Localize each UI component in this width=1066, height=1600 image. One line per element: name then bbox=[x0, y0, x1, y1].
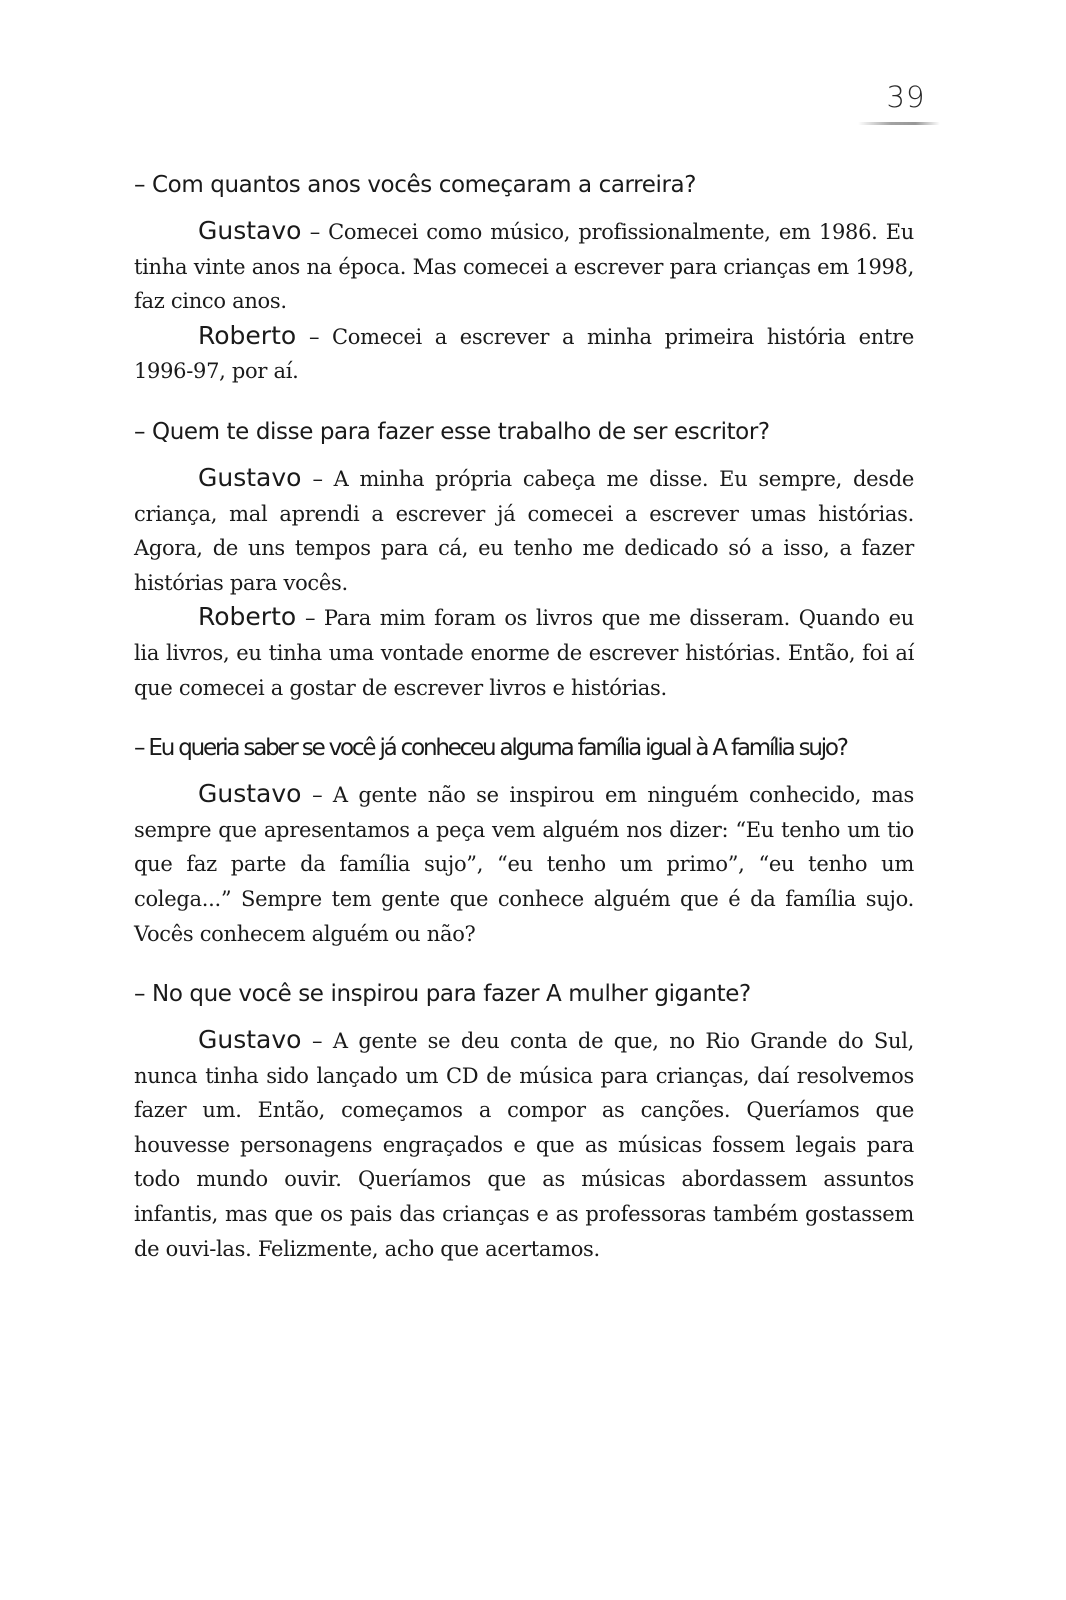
answer-text: – Para mim foram os livros que me disseram. Quando eu lia livros, eu tinha uma vontade enorme de escrever histórias. Então, foi aí que comecei a gostar de escrever livros e histórias. bbox=[134, 606, 914, 700]
question: – Quem te disse para fazer esse trabalho de ser escritor? bbox=[134, 418, 770, 445]
answer bbox=[134, 777, 914, 951]
interview-section-3 bbox=[134, 731, 914, 951]
speaker-name: Roberto bbox=[198, 602, 297, 632]
answer bbox=[134, 1023, 914, 1266]
speaker-name: Gustavo bbox=[198, 216, 302, 245]
question: – Com quantos anos vocês começaram a carreira? bbox=[134, 172, 697, 198]
speaker-name: Gustavo bbox=[198, 779, 302, 809]
answer-text: – Comecei a escrever a minha primeira história entre 1996-97, por aí. bbox=[134, 324, 914, 384]
interview-section-2 bbox=[134, 415, 914, 705]
answer-text: – Comecei como músico, profissionalmente, em 1986. Eu tinha vinte anos na época. Mas comecei a escrever para crianças em 1998, faz cinco anos. bbox=[134, 220, 914, 314]
answer bbox=[134, 461, 914, 600]
speaker-name: Gustavo bbox=[198, 462, 302, 492]
answer bbox=[134, 319, 914, 389]
answer bbox=[134, 214, 914, 319]
answer-text: – A gente não se inspirou em ninguém conhecido, mas sempre que apresentamos a peça vem alguém nos dizer: “Eu tenho um tio que faz parte da família sujo”, “eu tenho um primo”, “eu tenho um colega...” Sempre tem gente que conhece alguém que é da família sujo. Vocês conhecem alguém ou não? bbox=[134, 783, 914, 946]
page-content bbox=[134, 168, 914, 1292]
speaker-name: Roberto bbox=[198, 320, 297, 350]
question: – Eu queria saber se você já conheceu alguma família igual à A família sujo? bbox=[134, 735, 847, 762]
answer-text: – A minha própria cabeça me disse. Eu sempre, desde criança, mal aprendi a escrever já comecei a escrever umas histórias. Agora, de uns tempos para cá, eu tenho me dedicado só a isso, a fazer histórias para vocês. bbox=[134, 466, 914, 595]
page-number-rule bbox=[858, 122, 940, 125]
interview-section-1 bbox=[134, 168, 914, 389]
page-number: 39 bbox=[886, 80, 926, 114]
interview-section-4 bbox=[134, 977, 914, 1266]
question: – No que você se inspirou para fazer A mulher gigante? bbox=[134, 981, 751, 1008]
answer-text: – A gente se deu conta de que, no Rio Grande do Sul, nunca tinha sido lançado um CD de música para crianças, daí resolvemos fazer um. Então, começamos a compor as canções. Queríamos que houvesse personagens engraçados e que as músicas fossem legais para todo mundo ouvir. Queríamos que as músicas abordassem assuntos infantis, mas que os pais das crianças e as professoras também gostassem de ouvi-las. Felizmente, acho que acertamos. bbox=[134, 1029, 914, 1261]
answer bbox=[134, 600, 914, 705]
speaker-name: Gustavo bbox=[198, 1025, 302, 1055]
